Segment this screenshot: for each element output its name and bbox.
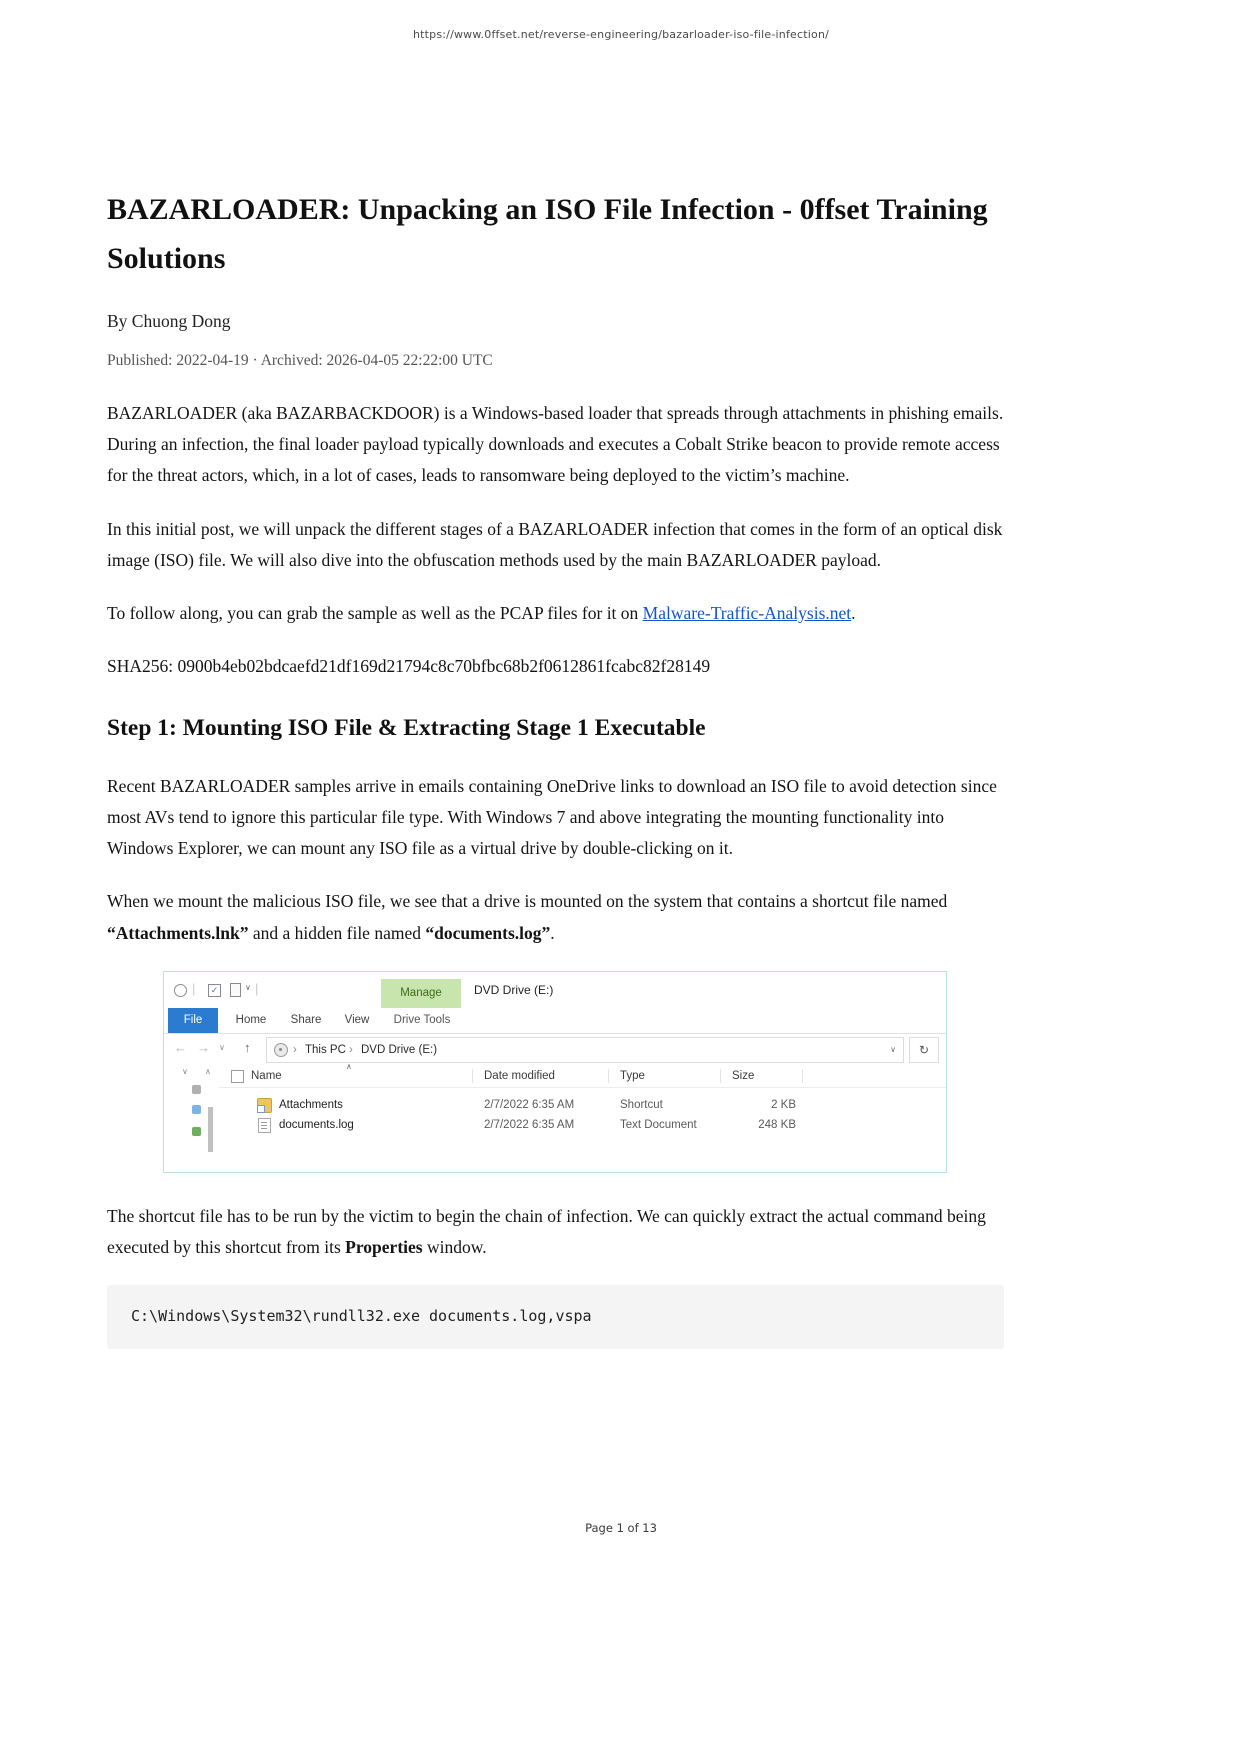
address-bar [266,1037,904,1063]
tab-view: View [344,1013,370,1026]
file-name: documents.log [279,1118,354,1131]
column-header-type: Type [620,1069,645,1082]
column-divider [720,1069,721,1083]
paragraph-intro-1: BAZARLOADER (aka BAZARBACKDOOR) is a Windows-based loader that spreads through attachments in phishing emails. During an infection, the final loader payload typically downloads and executes a Cobalt Strike beacon to provide remote access for the threat actors, which, in a lot of cases, leads to ransomware being deployed to the victim’s machine. [107,403,1004,486]
tree-collapse-icon: ∨ [182,1066,188,1076]
breadcrumb-separator-icon: › [349,1043,353,1056]
text-run: The shortcut file has to be run by the victim to begin the chain of infection. We can quickly extract the actual command being executed by this shortcut from its [107,1205,986,1257]
text-run: To follow along, you can grab the sample as well as the PCAP files for it on [107,602,643,623]
text-document-icon [258,1118,271,1133]
explorer-ribbon-tabs [164,1008,946,1034]
tab-file: File [168,1008,218,1033]
article [107,186,1004,1349]
column-header-size: Size [732,1069,755,1082]
sort-ascending-icon: ∧ [346,1061,352,1071]
file-row-documents-log [219,1115,946,1135]
properties-emphasis: Properties [345,1236,423,1257]
select-all-checkbox [231,1070,244,1083]
file-rows [219,1095,946,1135]
manage-contextual-tab: Manage [381,979,461,1008]
paragraph-shortcut-run [107,1201,1004,1263]
scrollbar-thumb [208,1107,213,1152]
recent-locations-chevron-icon: ∨ [219,1042,225,1052]
back-icon: ← [174,1039,187,1055]
file-date-modified: 2/7/2022 6:35 AM [484,1098,575,1111]
column-headers [219,1061,946,1088]
nav-pane-item-icon [192,1105,201,1114]
file-size: 248 KB [758,1118,796,1131]
file-type: Shortcut [620,1098,663,1111]
published-meta: Published: 2022-04-19 · Archived: 2026-04-05 22:22:00 UTC [107,352,493,370]
nav-pane-item-icon [192,1085,201,1094]
explorer-window [163,971,947,1173]
quick-access-separator: | [192,980,196,996]
article-title: BAZARLOADER: Unpacking an ISO File Infection - 0ffset Training Solutions [107,193,988,275]
file-row-attachments [219,1095,946,1115]
column-divider [608,1069,609,1083]
file-type: Text Document [620,1118,697,1131]
sha256-line: SHA256: 0900b4eb02bdcaefd21df169d21794c8c70bfbc68b2f0612861fcabc82f28149 [107,656,711,677]
paragraph-mounted-drive [107,886,1004,948]
filename-documents-log: “documents.log” [425,922,551,943]
scrollbar-up-icon: ∧ [205,1066,211,1076]
address-dropdown-chevron-icon: ∨ [890,1044,896,1054]
refresh-button [909,1037,939,1063]
column-divider [802,1069,803,1083]
text-run: and a hidden file named [248,922,426,943]
checkbox-icon: ✓ [208,984,221,997]
explorer-file-list [164,1061,946,1172]
text-run: . [851,602,856,623]
refresh-icon: ↻ [918,1042,930,1057]
print-header-url: https://www.0ffset.net/reverse-engineering/bazarloader-iso-file-infection/ [412,28,830,41]
file-icon [230,983,241,997]
column-header-date-modified: Date modified [484,1069,555,1082]
explorer-window-title: DVD Drive (E:) [474,982,554,997]
navigation-pane-edge [164,1065,219,1172]
text-run: window. [422,1236,487,1257]
file-name: Attachments [279,1098,343,1111]
breadcrumb-this-pc: This PC [305,1043,346,1056]
step1-heading: Step 1: Mounting ISO File & Extracting Stage 1 Executable [107,715,706,742]
text-run: . [550,922,555,943]
paragraph-step1-1: Recent BAZARLOADER samples arrive in emails containing OneDrive links to download an ISO file to avoid detection since most AVs tend to ignore this particular file type. With Windows 7 and above integrating the mounting functionality into Windows Explorer, we can mount any ISO file as a virtual drive by double-clicking on it. [107,776,997,859]
filename-attachments-lnk: “Attachments.lnk” [107,922,249,943]
customize-quick-access-chevron-icon: ∨ [245,982,251,992]
quick-access-separator: | [255,980,259,996]
breadcrumb-separator-icon: › [293,1043,297,1056]
window-icon [174,984,187,997]
paragraph-intro-2: In this initial post, we will unpack the different stages of a BAZARLOADER infection that comes in the form of an optical disk image (ISO) file. We will also dive into the obfuscation methods used by the main BAZARLOADER payload. [107,518,1003,570]
tab-share: Share [290,1013,322,1026]
file-size: 2 KB [771,1098,796,1111]
malware-traffic-analysis-link[interactable]: Malware-Traffic-Analysis.net [642,602,852,623]
tab-drive-tools: Drive Tools [393,1013,451,1026]
explorer-titlebar [164,972,946,1008]
explorer-address-row [164,1033,946,1065]
text-run: When we mount the malicious ISO file, we see that a drive is mounted on the system that contains a shortcut file named [107,891,948,912]
embedded-screenshot-explorer [163,971,1004,1173]
tab-home: Home [235,1013,267,1026]
paragraph-follow-along [107,598,1004,629]
shortcut-file-icon [257,1098,272,1113]
column-header-name: Name [251,1069,282,1082]
up-icon: ↑ [244,1039,251,1055]
byline: By Chuong Dong [107,311,231,332]
column-divider [472,1069,473,1083]
nav-pane-item-icon [192,1127,201,1136]
print-footer-page-number: Page 1 of 13 [585,1521,657,1535]
drive-icon [274,1043,288,1057]
forward-icon: → [197,1039,210,1055]
file-date-modified: 2/7/2022 6:35 AM [484,1118,575,1131]
command-code-block: C:\Windows\System32\rundll32.exe documents.log,vspa [107,1285,1004,1349]
breadcrumb-dvd-drive: DVD Drive (E:) [361,1043,438,1056]
